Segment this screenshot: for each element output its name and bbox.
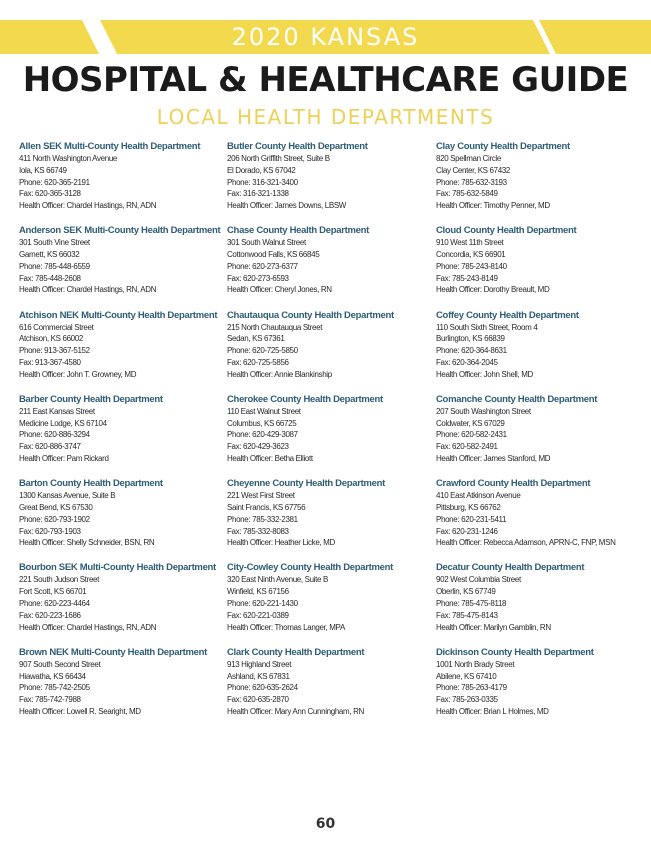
department-phone: Phone: 620-273-6377 xyxy=(227,261,298,271)
department-city: Cottonwood Falls, KS 66845 xyxy=(227,250,320,260)
department-officer: Health Officer: Shelly Schneider, BSN, RN xyxy=(19,538,155,548)
department-city: Medicine Lodge, KS 67104 xyxy=(19,418,107,428)
department-name: Cheyenne County Health Department xyxy=(227,478,385,490)
department-officer: Health Officer: James Stanford, MD xyxy=(436,454,551,464)
department-phone: Phone: 785-742-2505 xyxy=(19,683,90,693)
department-address: 320 East Ninth Avenue, Suite B xyxy=(227,575,328,585)
health-department-entry xyxy=(19,646,224,730)
department-fax: Fax: 785-632-5849 xyxy=(436,189,498,199)
department-city: Hiawatha, KS 66434 xyxy=(19,671,86,681)
department-city: Columbus, KS 66725 xyxy=(227,418,297,428)
health-department-entry xyxy=(436,646,641,730)
department-fax: Fax: 785-332-8083 xyxy=(227,526,289,536)
department-fax: Fax: 620-231-1246 xyxy=(436,526,498,536)
health-department-entry xyxy=(436,477,641,561)
health-department-entry xyxy=(19,224,224,308)
department-city: El Dorado, KS 67042 xyxy=(227,165,296,175)
department-address: 110 East Walnut Street xyxy=(227,406,301,416)
department-address: 907 South Second Street xyxy=(19,659,101,669)
department-city: Sedan, KS 67361 xyxy=(227,334,285,344)
department-fax: Fax: 785-742-7988 xyxy=(19,695,81,705)
department-city: Ashland, KS 67831 xyxy=(227,671,290,681)
department-address: 902 West Columbia Street xyxy=(436,575,521,585)
health-department-entry xyxy=(227,477,432,561)
department-name: Barton County Health Department xyxy=(19,478,163,490)
department-name: Dickinson County Health Department xyxy=(436,646,594,658)
department-fax: Fax: 620-364-2045 xyxy=(436,357,498,367)
department-fax: Fax: 316-321-1338 xyxy=(227,189,289,199)
department-fax: Fax: 620-223-1686 xyxy=(19,610,81,620)
department-officer: Health Officer: Rebecca Adamson, APRN-C, FNP, MSN xyxy=(436,538,616,548)
department-phone: Phone: 620-429-3087 xyxy=(227,430,298,440)
department-city: Clay Center, KS 67432 xyxy=(436,165,511,175)
health-department-entry xyxy=(436,140,641,224)
health-department-entry xyxy=(19,393,224,477)
department-address: 1300 Kansas Avenue, Suite B xyxy=(19,491,116,501)
department-officer: Health Officer: John Shell, MD xyxy=(436,369,533,379)
directory-column xyxy=(227,140,432,730)
department-name: Barber County Health Department xyxy=(19,393,163,405)
department-phone: Phone: 620-221-1430 xyxy=(227,599,298,609)
department-phone: Phone: 785-332-2381 xyxy=(227,514,298,524)
department-name: City-Cowley County Health Department xyxy=(227,562,394,574)
department-officer: Health Officer: Annie Blankinship xyxy=(227,369,332,379)
department-phone: Phone: 620-364-8631 xyxy=(436,346,507,356)
department-address: 1001 North Brady Street xyxy=(436,659,515,669)
department-city: Atchison, KS 66002 xyxy=(19,334,83,344)
department-address: 207 South Washington Street xyxy=(436,406,531,416)
department-officer: Health Officer: Chardel Hastings, RN, ADN xyxy=(19,622,157,632)
department-name: Anderson SEK Multi-County Health Department xyxy=(19,225,221,237)
department-city: Oberlin, KS 67749 xyxy=(436,587,496,597)
department-phone: Phone: 785-243-8140 xyxy=(436,261,507,271)
department-name: Butler County Health Department xyxy=(227,141,368,152)
department-fax: Fax: 620-635-2870 xyxy=(227,695,289,705)
department-officer: Health Officer: Marilyn Gamblin, RN xyxy=(436,622,551,632)
department-phone: Phone: 620-793-1902 xyxy=(19,514,90,524)
department-name: Decatur County Health Department xyxy=(436,562,585,574)
department-city: Burlington, KS 66839 xyxy=(436,334,505,344)
department-address: 206 North Griffith Street, Suite B xyxy=(227,154,330,163)
department-fax: Fax: 620-725-5856 xyxy=(227,357,289,367)
department-address: 616 Commercial Street xyxy=(19,322,94,332)
department-name: Allen SEK Multi-County Health Department xyxy=(19,141,201,152)
department-phone: Phone: 620-725-5850 xyxy=(227,346,298,356)
banner-title: 2020 KANSAS xyxy=(231,23,420,51)
department-city: Pittsburg, KS 66762 xyxy=(436,502,501,512)
health-department-entry xyxy=(227,309,432,393)
health-department-entry xyxy=(19,561,224,645)
department-name: Comanche County Health Department xyxy=(436,393,598,405)
health-department-entry xyxy=(227,646,432,730)
department-address: 211 East Kansas Street xyxy=(19,406,95,416)
page-title: HOSPITAL & HEALTHCARE GUIDE xyxy=(22,60,629,100)
department-name: Cherokee County Health Department xyxy=(227,393,383,405)
department-officer: Health Officer: Pam Rickard xyxy=(19,454,109,464)
department-phone: Phone: 785-448-6559 xyxy=(19,261,90,271)
department-city: Concordia, KS 66901 xyxy=(436,250,506,260)
department-phone: Phone: 316-321-3400 xyxy=(227,177,298,187)
department-address: 221 South Judson Street xyxy=(19,575,100,585)
department-phone: Phone: 785-632-3193 xyxy=(436,177,507,187)
department-address: 301 South Vine Street xyxy=(19,238,90,248)
department-name: Clay County Health Department xyxy=(436,141,570,152)
department-phone: Phone: 620-231-5411 xyxy=(436,514,507,524)
department-address: 301 South Walnut Street xyxy=(227,238,306,248)
health-department-entry xyxy=(19,477,224,561)
page-subtitle: LOCAL HEALTH DEPARTMENTS xyxy=(156,105,495,129)
department-phone: Phone: 785-475-8118 xyxy=(436,599,507,609)
department-phone: Phone: 620-635-2624 xyxy=(227,683,298,693)
department-officer: Health Officer: James Downs, LBSW xyxy=(227,201,347,211)
department-city: Saint Francis, KS 67756 xyxy=(227,502,306,512)
department-phone: Phone: 620-365-2191 xyxy=(19,177,90,187)
department-officer: Health Officer: Heather Licke, MD xyxy=(227,538,335,548)
department-address: 221 West First Street xyxy=(227,491,295,501)
department-name: Chase County Health Department xyxy=(227,225,369,237)
health-department-entry xyxy=(227,140,432,224)
department-name: Brown NEK Multi-County Health Department xyxy=(19,646,208,658)
department-city: Iola, KS 66749 xyxy=(19,165,67,175)
department-fax: Fax: 620-793-1903 xyxy=(19,526,81,536)
department-officer: Health Officer: Chardel Hastings, RN, ADN xyxy=(19,201,157,211)
department-officer: Health Officer: Dorothy Breault, MD xyxy=(436,285,550,295)
department-city: Fort Scott, KS 66701 xyxy=(19,587,87,597)
department-fax: Fax: 620-365-3128 xyxy=(19,189,81,199)
health-department-entry xyxy=(436,393,641,477)
department-officer: Health Officer: Cheryl Jones, RN xyxy=(227,285,332,295)
department-name: Cloud County Health Department xyxy=(436,225,577,237)
department-fax: Fax: 913-367-4580 xyxy=(19,357,81,367)
health-department-entry xyxy=(227,393,432,477)
department-name: Crawford County Health Department xyxy=(436,478,591,490)
department-name: Clark County Health Department xyxy=(227,646,365,658)
department-fax: Fax: 620-429-3623 xyxy=(227,442,289,452)
department-phone: Phone: 913-367-5152 xyxy=(19,346,90,356)
department-fax: Fax: 620-582-2491 xyxy=(436,442,498,452)
department-city: Great Bend, KS 67530 xyxy=(19,502,93,512)
department-officer: Health Officer: Chardel Hastings, RN, ADN xyxy=(19,285,157,295)
department-officer: Health Officer: Brian L Holmes, MD xyxy=(436,706,549,716)
health-department-entry xyxy=(436,309,641,393)
health-department-entry xyxy=(19,140,224,224)
department-city: Winfield, KS 67156 xyxy=(227,587,289,597)
department-fax: Fax: 785-263-0335 xyxy=(436,695,498,705)
department-name: Coffey County Health Department xyxy=(436,309,579,321)
department-fax: Fax: 785-448-2608 xyxy=(19,273,81,283)
department-phone: Phone: 620-886-3294 xyxy=(19,430,90,440)
department-officer: Health Officer: Timothy Penner, MD xyxy=(436,201,550,211)
department-phone: Phone: 620-582-2431 xyxy=(436,430,507,440)
department-name: Chautauqua County Health Department xyxy=(227,309,394,321)
department-officer: Health Officer: John T. Growney, MD xyxy=(19,369,137,379)
department-address: 910 West 11th Street xyxy=(436,238,504,248)
department-fax: Fax: 785-243-8149 xyxy=(436,273,498,283)
department-city: Coldwater, KS 67029 xyxy=(436,418,505,428)
department-fax: Fax: 620-273-6593 xyxy=(227,273,289,283)
department-phone: Phone: 785-263-4179 xyxy=(436,683,507,693)
health-department-entry xyxy=(436,224,641,308)
department-city: Abilene, KS 67410 xyxy=(436,671,497,681)
directory-column xyxy=(436,140,641,730)
department-address: 110 South Sixth Street, Room 4 xyxy=(436,322,538,332)
page-number: 60 xyxy=(315,816,336,832)
department-name: Atchison NEK Multi-County Health Department xyxy=(19,309,218,321)
department-address: 411 North Washington Avenue xyxy=(19,154,118,163)
department-address: 215 North Chautauqua Street xyxy=(227,322,323,332)
health-department-entry xyxy=(19,309,224,393)
department-officer: Health Officer: Lowell R. Searight, MD xyxy=(19,706,141,716)
department-fax: Fax: 785-475-8143 xyxy=(436,610,498,620)
department-fax: Fax: 620-221-0389 xyxy=(227,610,289,620)
department-phone: Phone: 620-223-4464 xyxy=(19,599,90,609)
department-name: Bourbon SEK Multi-County Health Department xyxy=(19,562,216,574)
directory-column xyxy=(19,140,224,730)
department-fax: Fax: 620-886-3747 xyxy=(19,442,81,452)
department-officer: Health Officer: Mary Ann Cunningham, RN xyxy=(227,706,364,716)
health-department-entry xyxy=(436,561,641,645)
health-department-entry xyxy=(227,561,432,645)
department-address: 913 Highland Street xyxy=(227,659,292,669)
department-address: 410 East Atkinson Avenue xyxy=(436,491,521,501)
department-city: Garnett, KS 66032 xyxy=(19,250,80,260)
department-officer: Health Officer: Betha Elliott xyxy=(227,454,313,464)
department-address: 820 Spellman Circle xyxy=(436,154,501,163)
department-officer: Health Officer: Thomas Langer, MPA xyxy=(227,622,345,632)
health-department-entry xyxy=(227,224,432,308)
